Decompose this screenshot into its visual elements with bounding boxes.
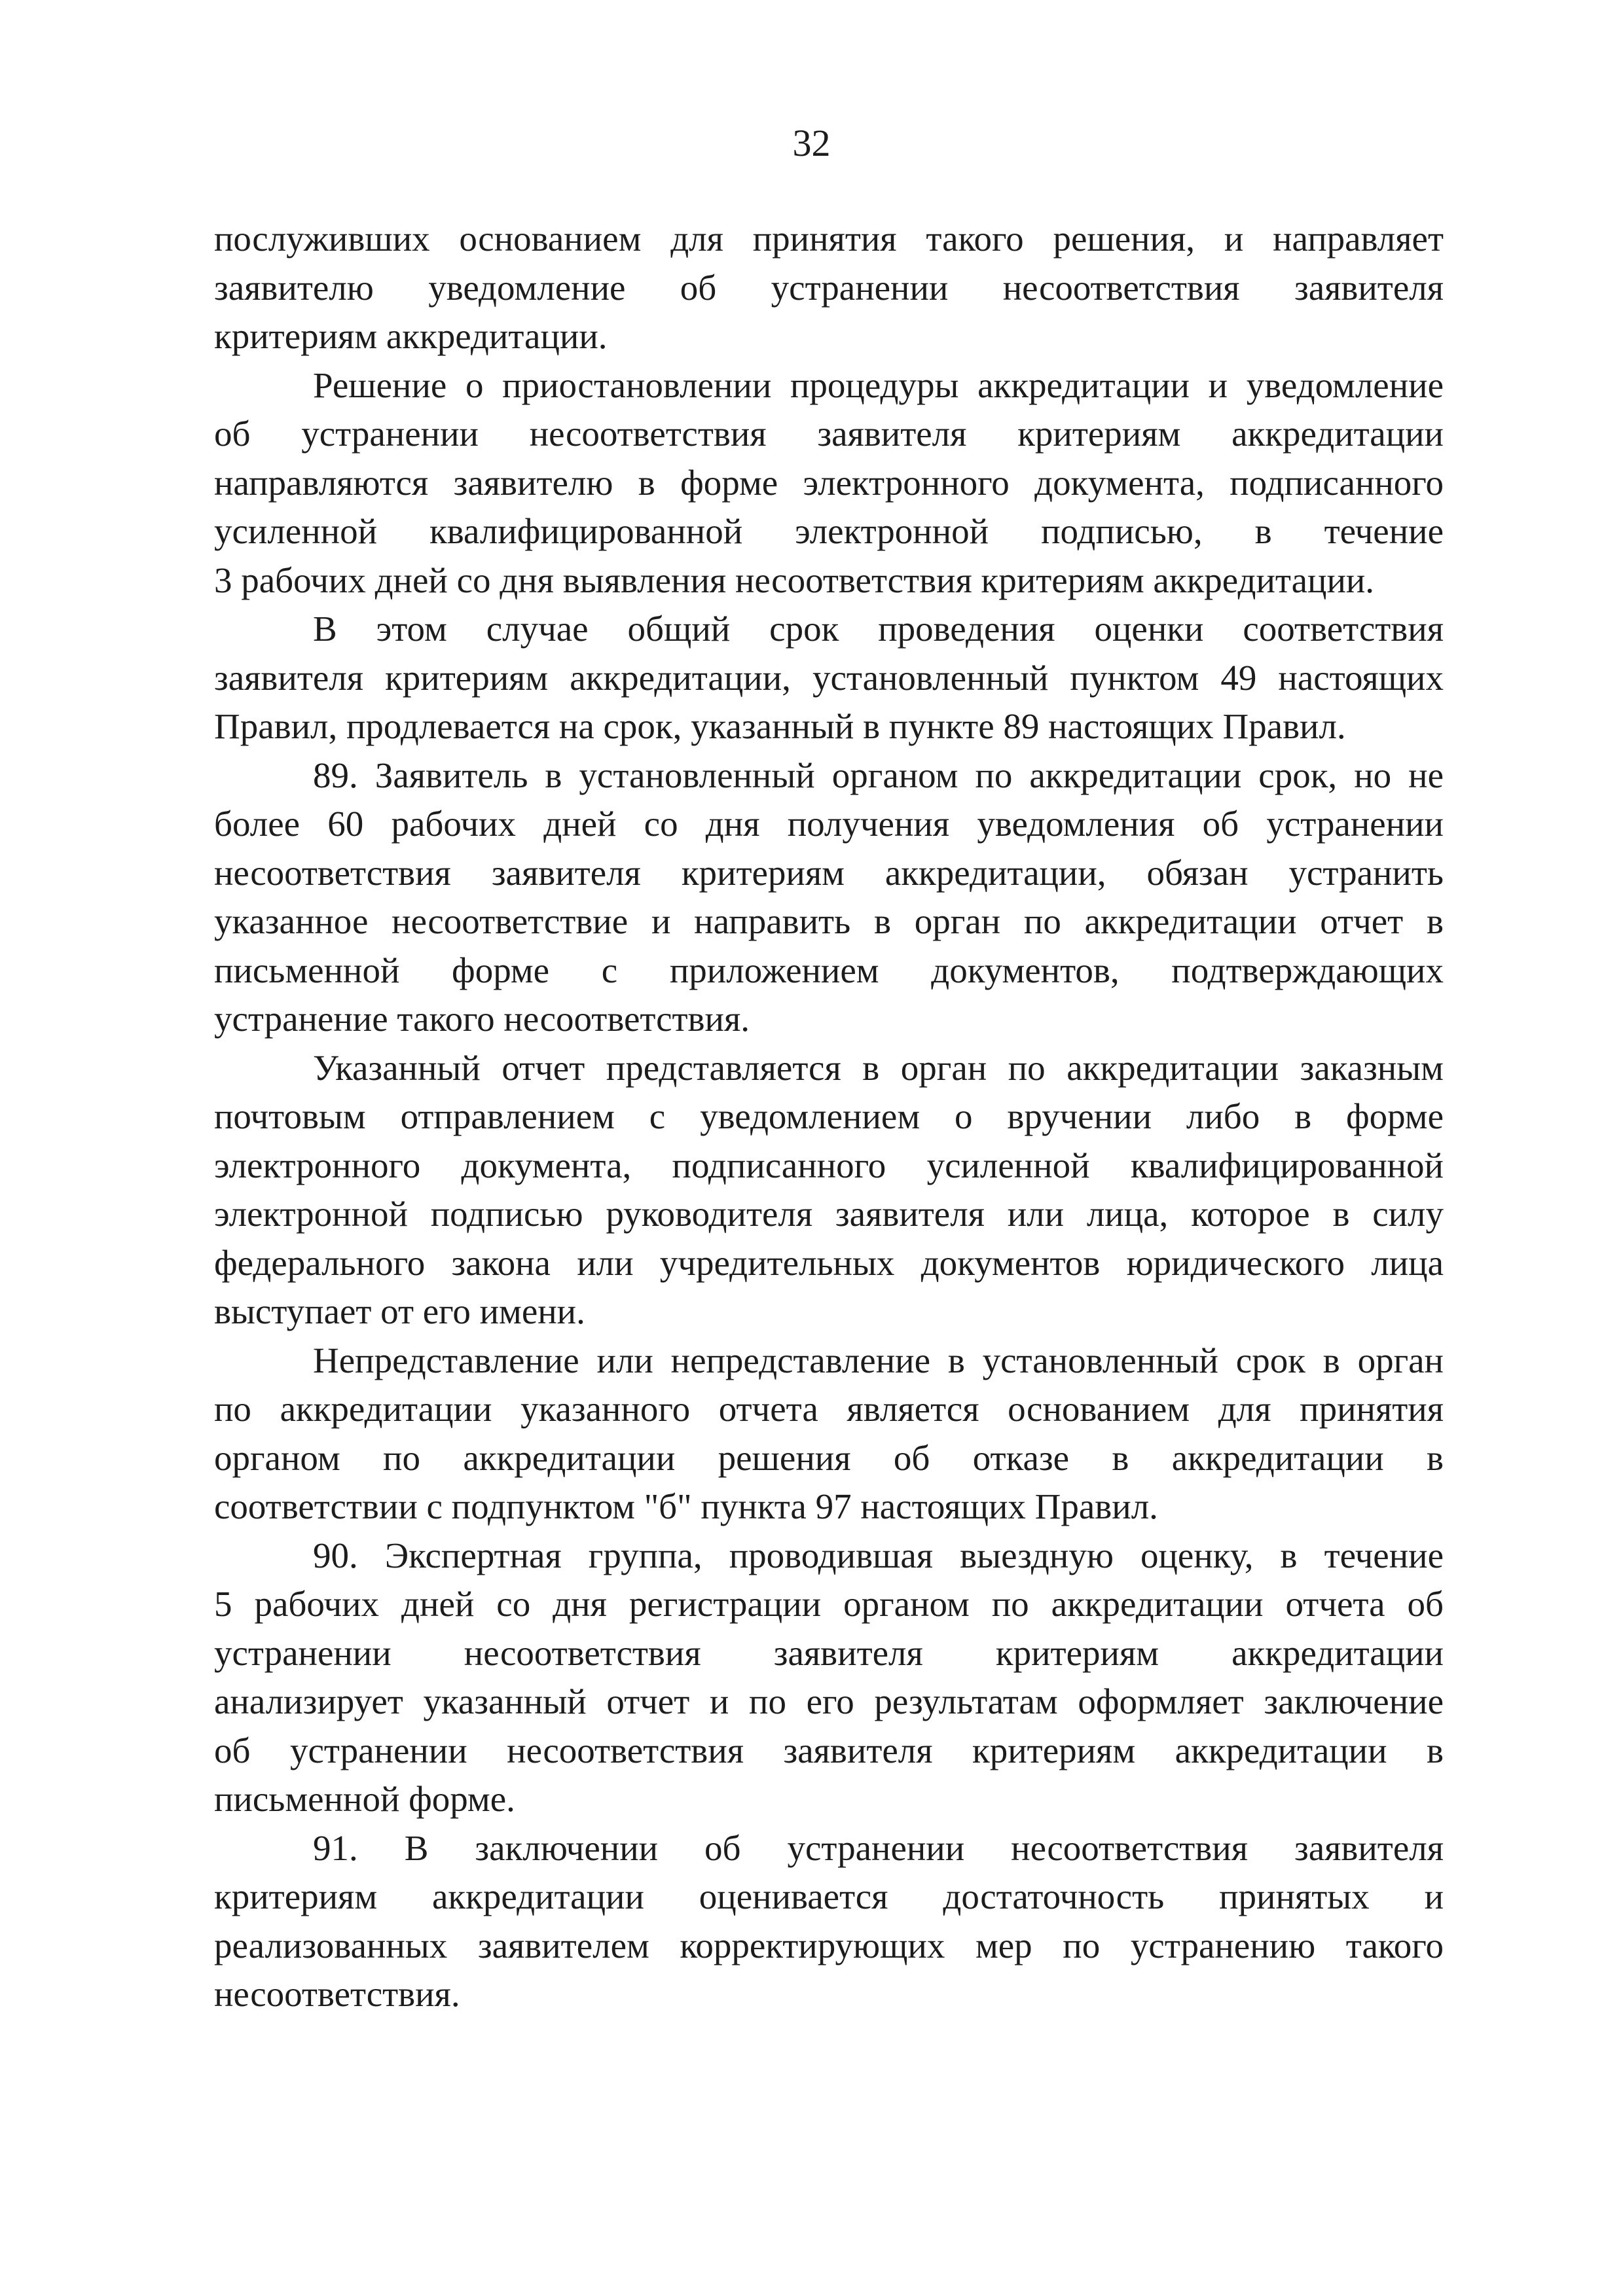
text-line: несоответствия. <box>214 1974 460 2014</box>
text-line: устранении несоответствия заявителя критериям аккредитации <box>214 1632 1444 1673</box>
text-line: Правил, продлевается на срок, указанный в пункте 89 настоящих Правил. <box>214 706 1346 746</box>
text-line: заявителя критериям аккредитации, установленный пунктом 49 настоящих <box>214 657 1444 698</box>
text-line: послуживших основанием для принятия такого решения, и направляет <box>214 219 1444 259</box>
text-line: усиленной квалифицированной электронной подписью, в течение <box>214 511 1444 551</box>
text-line: 90. Экспертная группа, проводившая выездную оценку, в течение <box>313 1535 1444 1575</box>
text-line: указанное несоответствие и направить в орган по аккредитации отчет в <box>214 901 1444 941</box>
text-line: электронной подписью руководителя заявителя или лица, которое в силу <box>214 1194 1444 1234</box>
text-line: В этом случае общий срок проведения оценки соответствия <box>313 609 1444 649</box>
text-line: федерального закона или учредительных документов юридического лица <box>214 1242 1444 1283</box>
text-line: об устранении несоответствия заявителя критериям аккредитации <box>214 414 1444 454</box>
text-line: 3 рабочих дней со дня выявления несоответствия критериям аккредитации. <box>214 560 1375 600</box>
text-line: почтовым отправлением с уведомлением о вручении либо в форме <box>214 1096 1444 1136</box>
text-line: письменной форме. <box>214 1779 515 1819</box>
text-line: Решение о приостановлении процедуры аккредитации и уведомление <box>313 365 1444 405</box>
text-line: критериям аккредитации. <box>214 316 608 356</box>
text-line: 91. В заключении об устранении несоответствия заявителя <box>313 1827 1444 1868</box>
text-line: Указанный отчет представляется в орган по аккредитации заказным <box>313 1047 1444 1088</box>
text-line: заявителю уведомление об устранении несоответствия заявителя <box>214 267 1444 308</box>
text-line: письменной форме с приложением документов, подтверждающих <box>214 950 1444 990</box>
text-line: реализованных заявителем корректирующих мер по устранению такого <box>214 1925 1444 1965</box>
text-line: органом по аккредитации решения об отказе в аккредитации в <box>214 1437 1444 1478</box>
text-line: анализирует указанный отчет и по его результатам оформляет заключение <box>214 1681 1444 1721</box>
text-line: несоответствия заявителя критериям аккредитации, обязан устранить <box>214 852 1444 893</box>
text-line: Непредставление или непредставление в установленный срок в орган <box>313 1340 1444 1380</box>
text-line: критериям аккредитации оценивается достаточность принятых и <box>214 1876 1444 1916</box>
text-line: 89. Заявитель в установленный органом по аккредитации срок, но не <box>313 755 1444 795</box>
text-line: устранение такого несоответствия. <box>214 999 750 1039</box>
text-line: электронного документа, подписанного усиленной квалифицированной <box>214 1145 1444 1185</box>
text-line: выступает от его имени. <box>214 1291 585 1331</box>
text-line: направляются заявителю в форме электронного документа, подписанного <box>214 462 1444 503</box>
text-line: 5 рабочих дней со дня регистрации органом по аккредитации отчета об <box>214 1584 1444 1624</box>
page-number: 32 <box>792 122 831 164</box>
text-line: по аккредитации указанного отчета является основанием для принятия <box>214 1389 1444 1429</box>
text-line: об устранении несоответствия заявителя критериям аккредитации в <box>214 1730 1444 1770</box>
text-line: соответствии с подпунктом "б" пункта 97 настоящих Правил. <box>214 1486 1158 1526</box>
text-line: более 60 рабочих дней со дня получения уведомления об устранении <box>214 804 1444 844</box>
document-body <box>214 215 1444 2019</box>
